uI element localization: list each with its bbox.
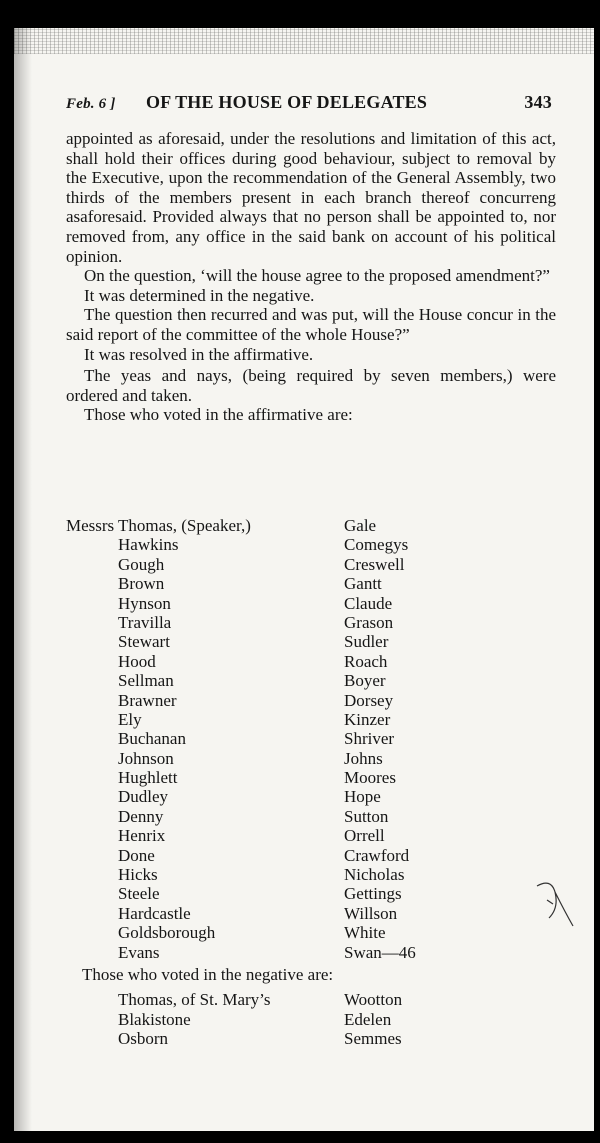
margin-mark-icon — [529, 878, 579, 938]
vote-row — [66, 990, 556, 1010]
vote-row — [66, 826, 556, 845]
member-name-left: Ely — [118, 709, 142, 729]
vote-row — [66, 691, 556, 710]
member-name-right: Hope — [344, 787, 381, 807]
member-name-right: Johns — [344, 748, 383, 768]
member-name-right: Gale — [344, 516, 377, 535]
page-number: 343 — [524, 92, 552, 112]
member-name-left: Gough — [118, 554, 165, 574]
member-name-left: Dudley — [118, 787, 169, 807]
member-name-right: Orrell — [344, 826, 385, 846]
member-name-left: Evans — [118, 942, 160, 962]
negative-vote-list — [66, 990, 556, 1049]
member-name-left: Osborn — [118, 1029, 169, 1048]
member-name-left: Hood — [118, 651, 156, 671]
member-name-left: Hawkins — [118, 535, 179, 555]
member-name-left: Stewart — [118, 632, 170, 652]
member-name-left: Hughlett — [118, 768, 178, 788]
member-name-right: Wootton — [344, 990, 403, 1009]
member-name-left: Goldsborough — [118, 923, 216, 943]
header-date: Feb. 6 ] — [66, 96, 116, 112]
member-name-left: Hardcastle — [118, 903, 191, 923]
member-name-right: Moores — [344, 768, 396, 788]
member-name-right: Dorsey — [344, 690, 394, 710]
member-name-left: Hicks — [118, 865, 158, 885]
member-name-left: Buchanan — [118, 729, 186, 749]
member-name-left: Johnson — [118, 748, 174, 768]
running-header — [66, 92, 552, 113]
paragraph: It was resolved in the affirmative. — [84, 344, 314, 364]
member-name-right: Creswell — [344, 554, 405, 574]
member-name-left: Henrix — [118, 826, 166, 846]
paragraph: The question then recurred and was put, will the House concur in the said report of the committee of the whole House?” — [66, 305, 556, 344]
member-name-right: Gantt — [344, 574, 382, 594]
vote-row — [66, 904, 556, 923]
member-name-right: Kinzer — [344, 709, 391, 729]
member-name-right: Swan—46 — [344, 942, 416, 962]
member-name-right: Comegys — [344, 535, 409, 555]
member-name-right: Semmes — [344, 1029, 402, 1048]
messrs-prefix: Messrs — [66, 516, 115, 535]
member-name-left: Hynson — [118, 593, 171, 613]
member-name-right: Crawford — [344, 845, 410, 865]
vote-row — [66, 923, 556, 942]
member-name-right: Sutton — [344, 806, 389, 826]
member-name-right: White — [344, 923, 386, 943]
vote-row — [66, 846, 556, 865]
vote-row — [66, 710, 556, 729]
member-name-right: Claude — [344, 593, 393, 613]
vote-row — [66, 652, 556, 671]
member-name-left: Travilla — [118, 612, 172, 632]
member-name-right: Willson — [344, 903, 398, 923]
paragraph: It was determined in the negative. — [84, 285, 315, 305]
negative-heading: Those who voted in the negative are: — [82, 965, 334, 984]
body-text — [66, 129, 556, 425]
vote-row — [66, 865, 556, 884]
paragraph: Those who voted in the affirmative are: — [84, 405, 353, 425]
vote-row — [66, 555, 556, 574]
member-name-left: Done — [118, 845, 155, 865]
vote-row — [66, 787, 556, 806]
member-name-left: Sellman — [118, 671, 174, 691]
vote-row — [66, 1010, 556, 1030]
member-name-right: Gettings — [344, 884, 402, 904]
vote-row — [66, 535, 556, 554]
vote-row — [66, 729, 556, 748]
page-top-edge — [14, 28, 594, 54]
header-title: OF THE HOUSE OF DELEGATES — [146, 92, 428, 112]
member-name-right: Boyer — [344, 671, 386, 691]
vote-row — [66, 613, 556, 632]
member-name-left: Blakistone — [118, 1009, 191, 1029]
vote-row — [66, 632, 556, 651]
member-name-right: Shriver — [344, 729, 395, 749]
vote-row — [66, 594, 556, 613]
member-name-right: Edelen — [344, 1009, 392, 1029]
vote-row — [66, 768, 556, 787]
member-name-right: Grason — [344, 612, 394, 632]
vote-row — [66, 1029, 556, 1049]
paragraph: The yeas and nays, (being required by seven members,) were ordered and taken. — [66, 366, 556, 405]
member-name-left: Steele — [118, 884, 160, 904]
member-name-left: Thomas, (Speaker,) — [118, 516, 251, 535]
vote-row — [66, 671, 556, 690]
vote-row — [66, 574, 556, 593]
vote-row — [66, 807, 556, 826]
affirmative-vote-list — [66, 516, 556, 962]
member-name-right: Nicholas — [344, 865, 405, 885]
book-page — [14, 28, 594, 1131]
paragraph: On the question, ‘will the house agree to the proposed amendment?” — [84, 266, 550, 286]
member-name-right: Sudler — [344, 632, 389, 652]
member-name-left: Denny — [118, 806, 164, 826]
vote-row — [66, 516, 556, 535]
page-gutter-shadow — [14, 28, 32, 1131]
vote-row — [66, 749, 556, 768]
member-name-left: Brown — [118, 574, 165, 594]
vote-row — [66, 884, 556, 903]
member-name-left: Thomas, of St. Mary’s — [118, 990, 271, 1009]
paragraph: appointed as aforesaid, under the resolutions and limitation of this act, shall hold their offices during good behaviour, subject to removal by the Executive, upon the recommendation of the General Assembly, two thirds of the members present in each branch thereof concurreng asaforesaid. Provided always that no person shall be appointed to, nor removed from, any office in the said bank on account of his political opinion. — [66, 129, 556, 266]
vote-row — [66, 943, 556, 962]
member-name-right: Roach — [344, 651, 388, 671]
member-name-left: Brawner — [118, 690, 177, 710]
